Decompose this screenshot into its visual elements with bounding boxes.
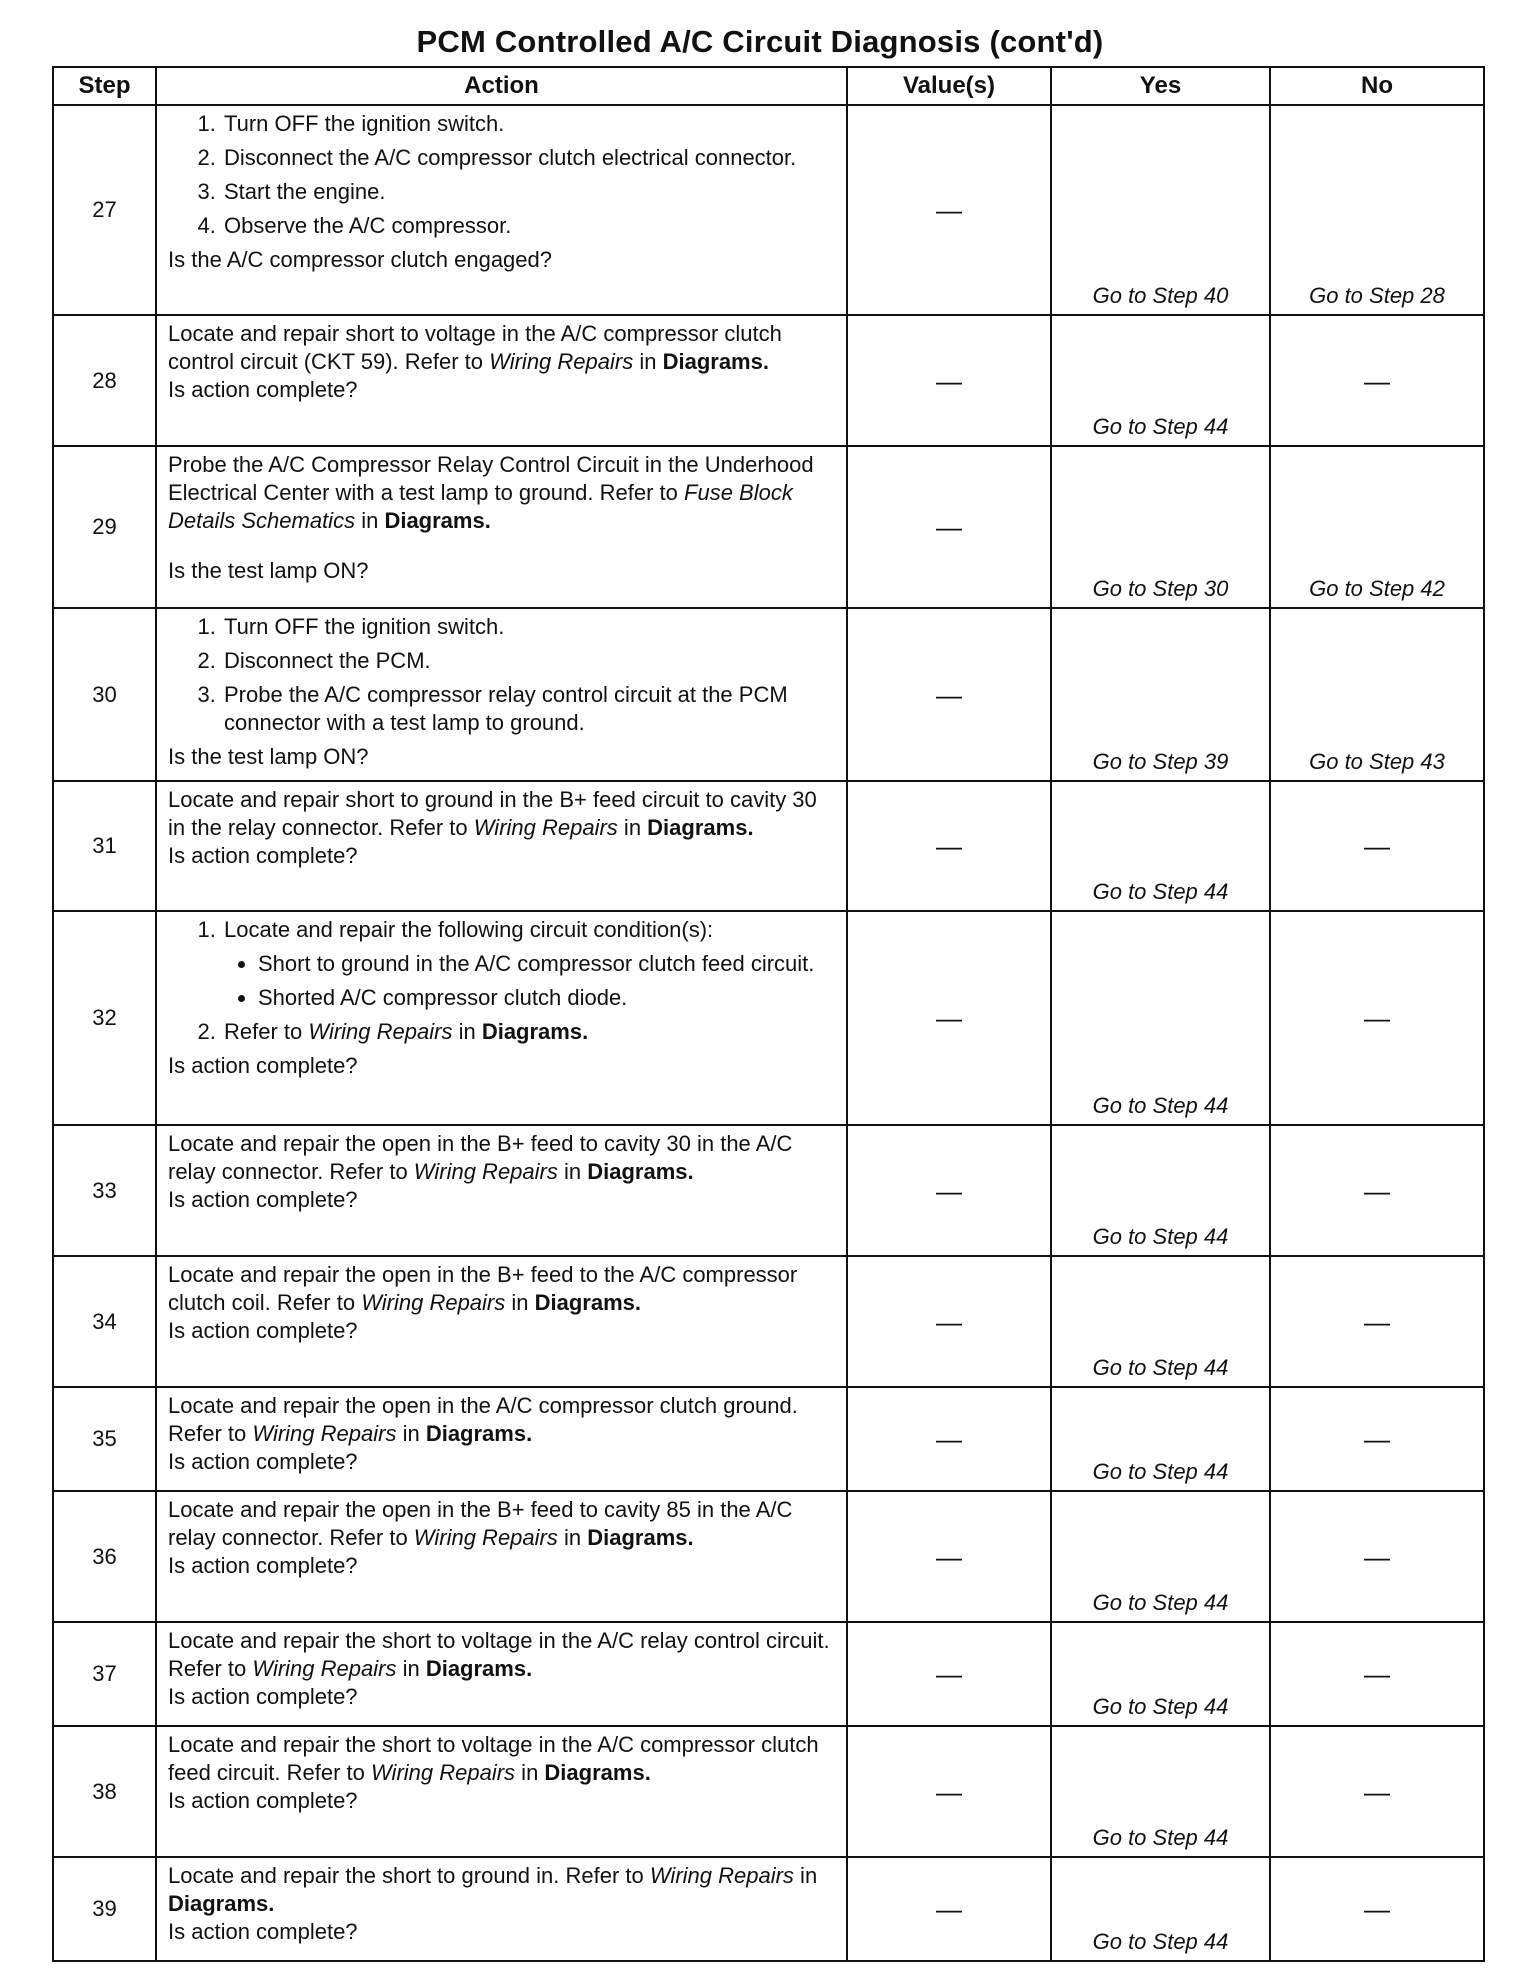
action-text-connector: in (396, 1421, 426, 1446)
value-cell: — (847, 1622, 1051, 1726)
action-step-text: Locate and repair the following circuit condition(s): (224, 917, 714, 942)
diagrams-reference: Diagrams. (168, 1891, 275, 1916)
action-cell (156, 1256, 847, 1387)
action-cell (156, 446, 847, 608)
action-text: Locate and repair the open in the B+ feed to the A/C compressor clutch coil. Refer to (168, 1262, 798, 1315)
action-question: Is action complete? (168, 1788, 358, 1813)
diagnosis-table (52, 66, 1485, 1962)
action-question: Is action complete? (168, 1449, 358, 1474)
no-result: — (1270, 911, 1484, 1125)
action-text-connector: in (633, 349, 663, 374)
table-row (53, 608, 1484, 781)
table-row (53, 1726, 1484, 1857)
value-cell: — (847, 1387, 1051, 1491)
value-cell: — (847, 1256, 1051, 1387)
yes-result: Go to Step 40 (1051, 105, 1270, 315)
action-step: 2. Disconnect the PCM. (222, 647, 836, 675)
action-cell (156, 1387, 847, 1491)
table-row (53, 1857, 1484, 1961)
no-result: — (1270, 1726, 1484, 1857)
step-number: 29 (53, 446, 156, 608)
reference-title: Wiring Repairs (649, 1863, 794, 1888)
action-cell (156, 608, 847, 781)
action-step (222, 916, 836, 1012)
diagrams-reference: Diagrams. (587, 1159, 694, 1184)
action-text: Probe the A/C Compressor Relay Control Circuit in the Underhood Electrical Center with a test lamp to ground. Refer to (168, 452, 814, 505)
no-result: — (1270, 1491, 1484, 1622)
action-question: Is action complete? (168, 1553, 358, 1578)
step-number: 28 (53, 315, 156, 446)
action-step: 2. Disconnect the A/C compressor clutch electrical connector. (222, 144, 836, 172)
table-row (53, 781, 1484, 911)
action-question: Is action complete? (168, 1187, 358, 1212)
action-text-connector: in (557, 1159, 588, 1184)
action-cell (156, 1125, 847, 1256)
reference-title: Wiring Repairs (308, 1019, 453, 1044)
action-text: Locate and repair the short to voltage in the A/C compressor clutch feed circuit. Refer to (168, 1732, 819, 1785)
action-text: Locate and repair short to voltage in the A/C compressor clutch control circuit (CKT 59). Refer to (168, 321, 782, 374)
table-header-row (53, 67, 1484, 105)
action-cell (156, 781, 847, 911)
reference-title: Wiring Repairs (252, 1656, 397, 1681)
step-number: 39 (53, 1857, 156, 1961)
yes-result: Go to Step 44 (1051, 1622, 1270, 1726)
reference-title: Wiring Repairs (413, 1159, 558, 1184)
yes-result: Go to Step 44 (1051, 911, 1270, 1125)
table-row (53, 1256, 1484, 1387)
yes-result: Go to Step 44 (1051, 1491, 1270, 1622)
action-text-connector: in (396, 1656, 426, 1681)
action-text-connector: in (355, 508, 385, 533)
reference-title: Wiring Repairs (489, 349, 634, 374)
step-number: 32 (53, 911, 156, 1125)
yes-column-header: Yes (1051, 67, 1270, 105)
reference-title: Fuse Block Details Schematics (168, 480, 793, 533)
value-cell: — (847, 315, 1051, 446)
action-column-header: Action (156, 67, 847, 105)
table-row (53, 1125, 1484, 1256)
action-text: Locate and repair short to ground in the B+ feed circuit to cavity 30 in the relay connector. Refer to (168, 787, 817, 840)
action-text: Locate and repair the open in the B+ feed to cavity 30 in the A/C relay connector. Refer to (168, 1131, 793, 1184)
action-step: 3. Start the engine. (222, 178, 836, 206)
action-cell (156, 1857, 847, 1961)
reference-title: Wiring Repairs (473, 815, 618, 840)
diagrams-reference: Diagrams. (662, 349, 769, 374)
no-result: — (1270, 315, 1484, 446)
yes-result: Go to Step 44 (1051, 1256, 1270, 1387)
step-number: 34 (53, 1256, 156, 1387)
diagrams-reference: Diagrams. (384, 508, 491, 533)
action-cell (156, 315, 847, 446)
step-number: 37 (53, 1622, 156, 1726)
action-step (222, 1018, 836, 1046)
step-number: 33 (53, 1125, 156, 1256)
condition-item: • Shorted A/C compressor clutch diode. (258, 984, 836, 1012)
value-cell: — (847, 1125, 1051, 1256)
step-number: 36 (53, 1491, 156, 1622)
step-number: 27 (53, 105, 156, 315)
action-steps (168, 916, 836, 1046)
action-question: Is action complete? (168, 377, 358, 402)
value-cell: — (847, 446, 1051, 608)
action-cell (156, 911, 847, 1125)
no-result: — (1270, 1622, 1484, 1726)
action-cell (156, 105, 847, 315)
no-column-header: No (1270, 67, 1484, 105)
diagrams-reference: Diagrams. (647, 815, 754, 840)
yes-result: Go to Step 44 (1051, 1857, 1270, 1961)
action-text: Locate and repair the open in the A/C compressor clutch ground. Refer to (168, 1393, 798, 1446)
table-row (53, 1491, 1484, 1622)
action-text-connector: in (452, 1019, 482, 1044)
yes-result: Go to Step 39 (1051, 608, 1270, 781)
table-row (53, 911, 1484, 1125)
value-cell: — (847, 1491, 1051, 1622)
no-result: Go to Step 42 (1270, 446, 1484, 608)
action-question: Is action complete? (168, 1919, 358, 1944)
no-result: Go to Step 43 (1270, 608, 1484, 781)
diagrams-reference: Diagrams. (481, 1019, 589, 1044)
table-row (53, 1622, 1484, 1726)
no-result: — (1270, 1857, 1484, 1961)
no-result: — (1270, 1125, 1484, 1256)
action-question: Is the test lamp ON? (168, 558, 369, 583)
condition-list (224, 950, 836, 1012)
diagrams-reference: Diagrams. (587, 1525, 694, 1550)
table-row (53, 105, 1484, 315)
no-result: — (1270, 781, 1484, 911)
yes-result: Go to Step 44 (1051, 1125, 1270, 1256)
action-text-connector: in (617, 815, 648, 840)
action-steps (168, 613, 836, 737)
action-question: Is action complete? (168, 1053, 358, 1078)
step-column-header: Step (53, 67, 156, 105)
action-text-connector: in (505, 1290, 535, 1315)
step-number: 31 (53, 781, 156, 911)
value-cell: — (847, 608, 1051, 781)
action-question: Is action complete? (168, 1684, 358, 1709)
table-row (53, 315, 1484, 446)
page-title: PCM Controlled A/C Circuit Diagnosis (cont'd) (416, 24, 1104, 59)
yes-result: Go to Step 44 (1051, 315, 1270, 446)
diagrams-reference: Diagrams. (534, 1290, 642, 1315)
action-text-connector: in (557, 1525, 588, 1550)
diagrams-reference: Diagrams. (544, 1760, 651, 1785)
action-step: 3. Probe the A/C compressor relay control circuit at the PCM connector with a test lamp to ground. (222, 681, 836, 737)
reference-title: Wiring Repairs (252, 1421, 397, 1446)
action-cell (156, 1622, 847, 1726)
action-text-connector: in (793, 1863, 818, 1888)
action-step: 1. Turn OFF the ignition switch. (222, 110, 836, 138)
diagrams-reference: Diagrams. (425, 1656, 533, 1681)
value-column-header: Value(s) (847, 67, 1051, 105)
value-cell: — (847, 105, 1051, 315)
action-steps (168, 110, 836, 240)
value-cell: — (847, 911, 1051, 1125)
action-question: Is action complete? (168, 1318, 358, 1343)
step-number: 38 (53, 1726, 156, 1857)
action-text: Locate and repair the short to voltage in the A/C relay control circuit. Refer to (168, 1628, 830, 1681)
action-cell (156, 1491, 847, 1622)
action-question: Is action complete? (168, 843, 358, 868)
action-text-connector: in (515, 1760, 545, 1785)
table-row (53, 1387, 1484, 1491)
diagrams-reference: Diagrams. (425, 1421, 533, 1446)
action-step: 1. Turn OFF the ignition switch. (222, 613, 836, 641)
step-number: 30 (53, 608, 156, 781)
reference-title: Wiring Repairs (361, 1290, 506, 1315)
action-text: Locate and repair the open in the B+ feed to cavity 85 in the A/C relay connector. Refer to (168, 1497, 793, 1550)
no-result: Go to Step 28 (1270, 105, 1484, 315)
no-result: — (1270, 1256, 1484, 1387)
step-number: 35 (53, 1387, 156, 1491)
condition-item: • Short to ground in the A/C compressor clutch feed circuit. (258, 950, 836, 978)
value-cell: — (847, 1726, 1051, 1857)
action-step-text: Refer to (224, 1019, 309, 1044)
yes-result: Go to Step 44 (1051, 781, 1270, 911)
reference-title: Wiring Repairs (370, 1760, 516, 1785)
action-text: Locate and repair the short to ground in. Refer to (168, 1863, 650, 1888)
value-cell: — (847, 781, 1051, 911)
table-row (53, 446, 1484, 608)
action-cell (156, 1726, 847, 1857)
action-question: Is the test lamp ON? (168, 744, 369, 769)
yes-result: Go to Step 44 (1051, 1726, 1270, 1857)
yes-result: Go to Step 30 (1051, 446, 1270, 608)
action-question: Is the A/C compressor clutch engaged? (168, 247, 552, 272)
yes-result: Go to Step 44 (1051, 1387, 1270, 1491)
action-step: 4. Observe the A/C compressor. (222, 212, 836, 240)
value-cell: — (847, 1857, 1051, 1961)
no-result: — (1270, 1387, 1484, 1491)
reference-title: Wiring Repairs (413, 1525, 558, 1550)
